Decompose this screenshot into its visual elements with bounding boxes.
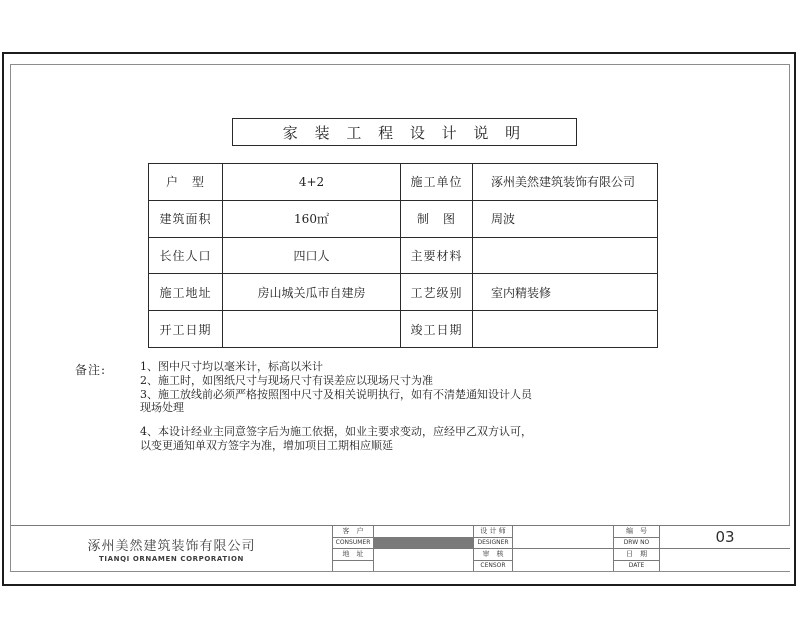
consumer-value-top — [374, 526, 473, 537]
designer-value-top — [513, 526, 613, 548]
drawing-date — [660, 549, 790, 571]
info-value-main-materials — [473, 238, 657, 274]
note-line-4: 4、本设计经业主同意签字后为施工依据，如业主要求变动，应经甲乙双方认可， — [140, 425, 532, 439]
date-label-en: DATE — [614, 561, 659, 572]
info-value-craft-grade: 室内精装修 — [473, 274, 657, 310]
info-table — [148, 163, 658, 348]
consumer-label-en: CONSUMER — [333, 538, 373, 549]
info-label-site-address: 施工地址 — [149, 274, 222, 310]
note-line-4-cont: 以变更通知单双方签字为准，增加项目工期相应顺延 — [140, 438, 393, 452]
note-line-1: 1、图中尺寸均以毫米计，标高以米计 — [140, 360, 323, 373]
designer-label-en: DESIGNER — [474, 538, 512, 549]
censor-label-en: CENSOR — [474, 561, 512, 572]
designer-value-bottom — [513, 549, 613, 571]
notes-list — [140, 360, 532, 453]
note-line-3: 3、施工放线前必须严格按照图中尺寸及相关说明执行，如有不清楚通知设计人员 — [140, 387, 532, 401]
drw-no-label-cn: 编 号 — [614, 526, 659, 537]
info-label-drafter: 制 图 — [401, 201, 472, 237]
company-name-en: TIANQI ORNAMEN CORPORATION — [99, 554, 244, 563]
designer-label-cn: 设 计 师 — [474, 526, 512, 537]
info-label-completion-date: 竣工日期 — [401, 311, 472, 347]
company-name-cn: 涿州美然建筑装饰有限公司 — [87, 538, 256, 554]
censor-label-cn: 审 核 — [474, 549, 512, 560]
sheet-title: 家 装 工 程 设 计 说 明 — [282, 123, 527, 142]
title-block — [11, 525, 790, 571]
notes-heading: 备注: — [75, 363, 107, 377]
sheet-title-box — [232, 118, 577, 146]
info-value-contractor: 涿州美然建筑装饰有限公司 — [473, 164, 657, 200]
info-label-main-materials: 主要材料 — [401, 238, 472, 274]
info-label-start-date: 开工日期 — [149, 311, 222, 347]
info-label-occupants: 长住人口 — [149, 238, 222, 274]
drawing-number: 03 — [660, 526, 790, 548]
address-label-cn: 地 址 — [333, 549, 373, 560]
info-value-floor-area: 160㎡ — [223, 201, 400, 237]
info-value-start-date — [223, 311, 400, 347]
drw-no-label-en: DRW NO — [614, 538, 659, 549]
company-cell — [11, 526, 332, 571]
info-label-floor-area: 建筑面积 — [149, 201, 222, 237]
info-value-completion-date — [473, 311, 657, 347]
info-label-craft-grade: 工艺级别 — [401, 274, 472, 310]
info-label-contractor: 施工单位 — [401, 164, 472, 200]
consumer-label-cn: 客 户 — [333, 526, 373, 537]
info-value-occupants: 四口人 — [223, 238, 400, 274]
address-label-en — [333, 561, 373, 572]
info-label-house-type: 户 型 — [149, 164, 222, 200]
note-line-3-cont: 现场处理 — [140, 401, 184, 415]
info-value-drafter: 周波 — [473, 201, 657, 237]
info-value-site-address: 房山城关瓜市自建房 — [223, 274, 400, 310]
date-label-cn: 日 期 — [614, 549, 659, 560]
consumer-value-bottom — [374, 549, 473, 571]
note-line-2: 2、施工时，如图纸尺寸与现场尺寸有误差应以现场尺寸为准 — [140, 373, 433, 387]
info-value-house-type: 4+2 — [223, 164, 400, 200]
